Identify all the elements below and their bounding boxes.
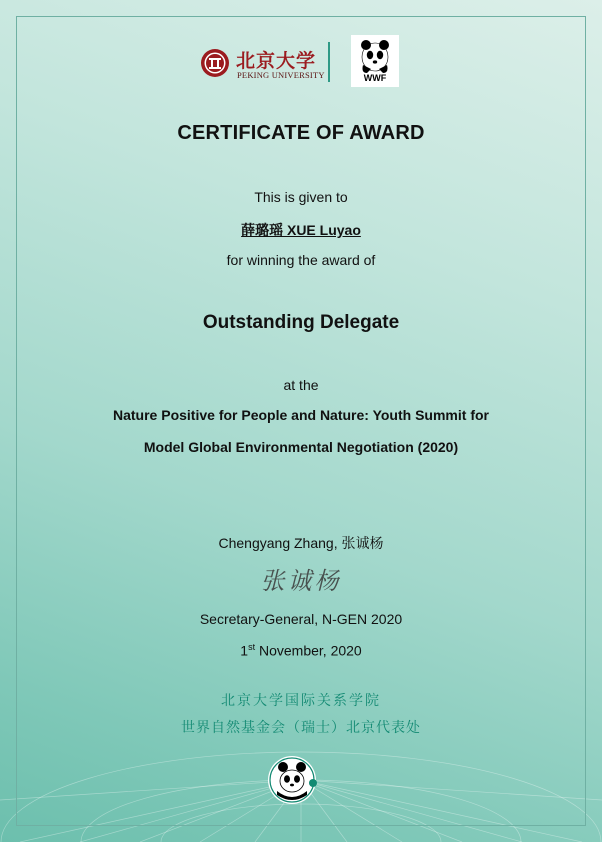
pku-emblem-icon (200, 48, 230, 78)
panda-seal-icon (267, 755, 335, 807)
wwf-label: WWF (363, 73, 387, 83)
at-the-text: at the (283, 377, 319, 393)
given-to-text: This is given to (254, 189, 348, 205)
pku-name-cn: 北京大学 (236, 50, 317, 72)
for-winning-text: for winning the award of (226, 252, 376, 268)
award-date (0, 642, 602, 659)
date-day: 1 (240, 642, 249, 659)
signatory-role: Secretary-General, N-GEN 2020 (199, 611, 403, 627)
pku-name-en: PEKING UNIVERSITY (237, 70, 325, 80)
logo-divider (328, 42, 330, 82)
handwritten-signature: 张诚杨 (260, 567, 342, 595)
signatory-name: Chengyang Zhang, 张诚杨 (218, 535, 384, 551)
recipient-name: 薛璐瑶 XUE Luyao (241, 222, 361, 238)
certificate-title: CERTIFICATE OF AWARD (177, 122, 425, 144)
organizer-line2: 世界自然基金会（瑞士）北京代表处 (181, 720, 421, 736)
date-rest: November, 2020 (255, 642, 362, 659)
date-suffix: st (248, 642, 256, 652)
wwf-panda-icon (351, 35, 399, 75)
event-name-line1: Nature Positive for People and Nature: Youth Summit for (113, 407, 489, 423)
organizer-line1: 北京大学国际关系学院 (221, 693, 381, 709)
event-name-line2: Model Global Environmental Negotiation (2020) (143, 439, 459, 455)
award-name: Outstanding Delegate (202, 312, 400, 333)
